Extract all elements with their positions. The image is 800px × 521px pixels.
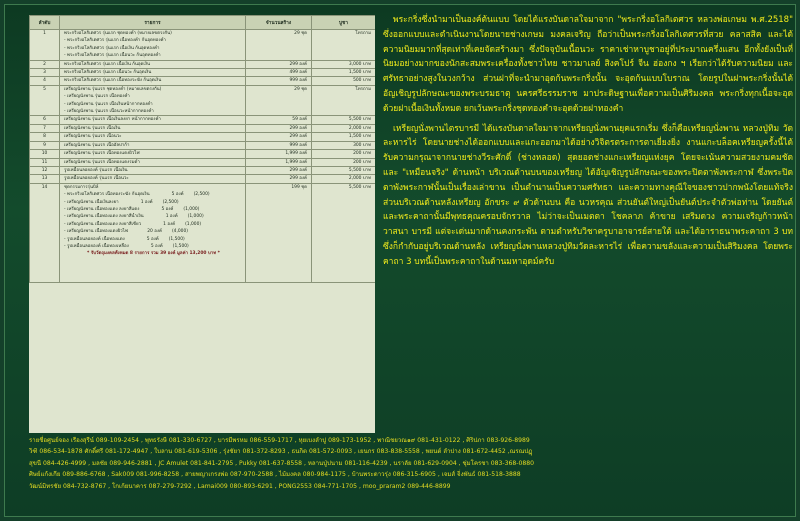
cell-item bbox=[60, 69, 246, 77]
cell-price: โทรถาม bbox=[312, 85, 376, 116]
cell-price: 500 บาท bbox=[312, 77, 376, 85]
cell-qty: 999 องค์ bbox=[246, 141, 312, 149]
cell-qty: 299 องค์ bbox=[246, 133, 312, 141]
cell-price: 2,000 บาท bbox=[312, 124, 376, 132]
cell-no: 9 bbox=[30, 141, 60, 149]
set-item-qty: 5 องค์ bbox=[150, 243, 163, 249]
item-line: - เหรียญนั่งพาน รุ่นแรก เนื้อทองคำ bbox=[64, 94, 130, 100]
table-row bbox=[30, 133, 376, 141]
table-row bbox=[30, 158, 376, 166]
item-line: เหรียญนั่งพาน รุ่นแรก เนื้อทองแดงผิวไฟ bbox=[64, 151, 140, 157]
table-row bbox=[30, 150, 376, 158]
article bbox=[383, 13, 793, 433]
set-item-qty: 1 องค์ bbox=[163, 221, 176, 227]
set-item-price: (1,500) bbox=[168, 236, 185, 242]
set-item-label: - รูปเหมือนลอยองค์ เนื้อทองเหลือง bbox=[64, 243, 129, 249]
cell-price: 1,500 บาท bbox=[312, 133, 376, 141]
cell-no: 6 bbox=[30, 116, 60, 124]
item-line: เหรียญนั่งพาน รุ่นแรก เนื้อเงินลงยา หน้ากากทองคำ bbox=[64, 117, 161, 123]
contact-line-1: รายชื่อศูนย์จอง เรืองสุรีน์ 089-109-2454 , พุทธรังษี 081-330-6727 , บารมีพรหม 086-559-1717 , หุยเบงลำปู 089-173-1952 , พาณิชยวณ๑๙ 081-431-0122 , ศิริปภา 083-926-8989 bbox=[29, 437, 530, 444]
item-line: รูปเหมือนลอยองค์ รุ่นแรก เนื้อนวะ bbox=[64, 176, 129, 182]
page-frame bbox=[4, 4, 796, 517]
cell-price: 3,000 บาท bbox=[312, 60, 376, 68]
table-row bbox=[30, 85, 376, 116]
table-row bbox=[30, 183, 376, 282]
table-row bbox=[30, 166, 376, 174]
set-item-qty: 1 องค์ bbox=[165, 214, 178, 220]
set-item-price: (1,000) bbox=[185, 221, 202, 227]
cell-no: 12 bbox=[30, 166, 60, 174]
set-item-label: - เหรียญนั่งพาน เนื้อทองแดง ลงยาสีน้ำเงิน bbox=[64, 214, 144, 220]
cell-item bbox=[60, 183, 246, 282]
set-item-qty: 5 องค์ bbox=[171, 192, 184, 198]
contact-line-3: สุขนี 084-426-4999 , มลชัย 089-946-2881 , JC Amulet 081-841-2795 , Pukky 081-637-8558 , หลานปู่ปนาม 081-116-4239 , นราลัย 081-629-0904 , ชุ่มโครชา 083-368-0880 bbox=[29, 459, 534, 467]
cell-qty: 29 ชุด bbox=[246, 30, 312, 61]
set-item-line bbox=[62, 213, 243, 220]
item-line: - เหรียญนั่งพาน รุ่นแรก เนื้อเงินหน้ากากทองคำ bbox=[64, 101, 153, 107]
cell-no: 7 bbox=[30, 124, 60, 132]
set-item-label: - เหรียญนั่งพาน เนื้อทองแดง ลงยาสีแดง bbox=[64, 206, 140, 212]
cell-qty: 299 องค์ bbox=[246, 60, 312, 68]
amulet-table bbox=[29, 15, 375, 283]
price-table bbox=[29, 15, 375, 433]
cell-price: 200 บาท bbox=[312, 158, 376, 166]
article-paragraph-2: เหรียญนั่งพานไตรบารมี ได้แรงบันดาลใจมาจากเหรียญนั่งพานยุคแรกเริ่ม ซึ่งก็คือเหรียญนั่งพาน หลวงปู่ทิม วัดละหารไร่ โดยนายช่างได้ออกแบบและแกะออกมาได้อย่างวิจิตรตระการตาเยี่ยงยิ่ง งานแกะบล็อคเหรียญครั้งนี้ได้รับความกรุณาจากนายช่างวีระศักดิ์ (ช่างหลอด) สุดยอดช่างแกะเหรียญแห่งยุค โดยจะเน้นความสวยงามคมชัดและ "เหมือนจริง" ด้านหน้า บริเวณด้านบนของเหรียญ ได้อัญเชิญรูปลักษณะของพระปิดตาพังพระกาฬ ซึ่งพระปิดตาพังพระกาฬนั้นเป็นเรื่องเล่าขาน เป็นตำนานเป็นความศรัทธา และความทางคุณีใจของชาวปากพนังโดยแท้จริง ส่วนบริเวณด้านหลังเหรียญ อักขระ ๙ ตัวด้านบน คือ นวหรคุณ ส่วนยันต์ใหญ่เป็นยันต์ประจำตัวพ่อท่าน โดยยันต์และพระคาถานั้นมีพุทธคุณครอบจักรวาล ไม่ว่าจะเป็นเมตตา โชคลาภ ค้าขาย เสริมดวง ความเจริญก้าวหน้า วาสนา บารมี แต่จะเด่นมากด้านคงกระพัน ตามตำหรับวิชาครูบาอาจารย์สายใต้ และได้อาราธนาพระคาถา 3 บท ซึ่งก็กำกับอยู่บริเวณด้านหลัง เหรียญนั่งพานหลวงปู่ทิมวัดละหารไร่ เพื่อความขลังและความเป็นสิริมงคล โดยพระคาถา 3 บทนี้เป็นพระคาถาในด้านมหาอุดม์ครับ bbox=[383, 123, 793, 267]
set-item-label: - พระกริ่งอโลกิเตศวร เนื้อทองระฆัง ก้นอุดเงิน bbox=[64, 192, 150, 198]
item-line: พระกริ่งอโลกิเตศวร รุ่นแรก เนื้อทองระฆัง ก้นอุดเงิน bbox=[64, 78, 162, 84]
cell-item bbox=[60, 85, 246, 116]
table-row bbox=[30, 77, 376, 85]
set-item-price: (1,000) bbox=[187, 214, 204, 220]
table-row bbox=[30, 175, 376, 183]
cell-no: 5 bbox=[30, 85, 60, 116]
set-item-qty: 1 องค์ bbox=[140, 199, 153, 205]
cell-price: 5,500 บาท bbox=[312, 183, 376, 282]
set-item-line bbox=[62, 243, 243, 250]
contact-line-4: ศิษย์แก้งเกีย 089-886-6768 , Sak009 081-996-8258 , สายพญาเกรงพ่อ 087-970-2588 , ไม้มงคล 080-984-1175 , บ้านพระดาวรุ่ง 086-315-6905 , เจมส์ จิ่งพันธ์ 081-518-3888 bbox=[29, 471, 521, 479]
cell-qty: 59 องค์ bbox=[246, 116, 312, 124]
set-item-line bbox=[62, 228, 243, 235]
cell-qty: 999 องค์ bbox=[246, 77, 312, 85]
table-row bbox=[30, 116, 376, 124]
cell-qty: 1,999 องค์ bbox=[246, 150, 312, 158]
cell-no: 14 bbox=[30, 183, 60, 282]
cell-item bbox=[60, 124, 246, 132]
set-item-price: (1,000) bbox=[183, 206, 200, 212]
cell-item bbox=[60, 77, 246, 85]
cell-price: 300 บาท bbox=[312, 141, 376, 149]
item-line: พระกริ่งอโลกิเตศวร รุ่นแรก เนื้อนวะ ก้นอุดเงิน bbox=[64, 70, 152, 76]
item-line: - พระกริ่งอโลกิเตศวร รุ่นแรก เนื้อทองคำ ก้นอุดทองคำ bbox=[64, 38, 166, 44]
cell-no: 13 bbox=[30, 175, 60, 183]
item-line: - พระกริ่งอโลกิเตศวร รุ่นแรก เนื้อนวะ ก้นอุดทองคำ bbox=[64, 53, 161, 59]
cell-no: 2 bbox=[30, 60, 60, 68]
contact-list bbox=[29, 435, 791, 519]
set-item-price: (1,500) bbox=[172, 243, 189, 249]
cell-no: 11 bbox=[30, 158, 60, 166]
cell-item bbox=[60, 133, 246, 141]
item-line: พระกริ่งอโลกิเตศวร รุ่นแรก ชุดทองคำ (หมายเลขตรงกัน) bbox=[64, 31, 172, 36]
set-item-qty: 5 องค์ bbox=[161, 206, 174, 212]
cell-no: 8 bbox=[30, 133, 60, 141]
header-price: บูชา bbox=[312, 16, 376, 30]
set-item-line bbox=[62, 206, 243, 213]
set-item-label: - เหรียญนั่งพาน เนื้อเงินลงยา bbox=[64, 199, 119, 205]
item-line: - เหรียญนั่งพาน รุ่นแรก เนื้อนวะหน้ากากทองคำ bbox=[64, 109, 154, 115]
cell-item bbox=[60, 166, 246, 174]
cell-no: 1 bbox=[30, 30, 60, 61]
set-item-line bbox=[62, 191, 243, 198]
item-line: เหรียญนั่งพาน รุ่นแรก เนื้อเงิน bbox=[64, 125, 121, 131]
table-header-row bbox=[30, 16, 376, 30]
set-item-price: (4,000) bbox=[171, 229, 188, 235]
table-row bbox=[30, 69, 376, 77]
cell-price: 5,500 บาท bbox=[312, 166, 376, 174]
set-item-price: (2,500) bbox=[162, 199, 179, 205]
cell-item bbox=[60, 30, 246, 61]
set-item-qty: 5 องค์ bbox=[146, 236, 159, 242]
contact-line-5: วัฒน์มิทรชัย 084-732-8767 , โกเก้ยนาคาร 087-279-7292 , Lamai009 080-893-6291 , PONG2553 084-771-1705 , moo_praram2 089-446-8899 bbox=[29, 482, 451, 490]
cell-qty: 299 องค์ bbox=[246, 166, 312, 174]
item-line: เหรียญนั่งพาน รุ่นแรก ชุดทองคำ (หมายเลขตรงกัน) bbox=[64, 86, 162, 92]
item-line: เหรียญนั่งพาน รุ่นแรก เนื้อทองแดงรมดำ bbox=[64, 159, 140, 165]
article-paragraph-1: พระกริ่งซึ่งนำมาเป็นองค์ต้นแบบ โดยได้แรงบันดาลใจมาจาก "พระกริ่งอโลกิเตศวร หลวงพ่อเกษม พ.ศ.2518" ซึ่งออกแบบและดำเนินงานโดยนายช่างเกษม มงคลเจริญ ถือว่าเป็นพระกริ่งอโลกิเตศวรที่สวย คลาสสิค และได้ความนิยมมากที่สุดเท่าที่เคยจัดสร้างมา ซึ่งปัจจุบันเนื้อนวะ ราคาเช่าหาบูชาอยู่ที่ประมาณครึ่งแสน อีกทั้งยังเป็นที่นิยมอย่างมากของนักสะสมพระเครื่องทั้งชาวไทย ชาวมาเลย์ สิงคโปร์ จีน ฮ่องกง ฯ เรียกว่าได้รับความนิยม และศรัทธาอย่างสูงในวงกว้าง ส่วนฝาที่จะนำมาอุดก้นพระกริ่งนั้น จะอุดก้นแบบโบราณ โดยรูปในฝาพระกริ่งนั้นได้อัญเชิญรูปลักษณะของพระบรมธาตุ นครศรีธรรมราช มาประดิษฐานเพื่อความเป็นศิริมงคล พระกริ่งทุกเนื้อจะอุดด้วยฝาเนื้อเงินทั้งหมด ยกเว้นพระกริ่งชุดทองคำจะอุดด้วยฝาทองคำ bbox=[383, 15, 793, 114]
cell-no: 3 bbox=[30, 69, 60, 77]
set-item-price: (2,500) bbox=[193, 192, 210, 198]
cell-price: 5,500 บาท bbox=[312, 116, 376, 124]
item-line: เหรียญนั่งพาน รุ่นแรก เนื้ออัลปาก้า bbox=[64, 142, 130, 148]
item-line: พระกริ่งอโลกิเตศวร รุ่นแรก เนื้อเงิน ก้นอุดเงิน bbox=[64, 61, 151, 67]
cell-price: 200 บาท bbox=[312, 150, 376, 158]
item-line: รูปเหมือนลอยองค์ รุ่นแรก เนื้อเงิน bbox=[64, 167, 128, 173]
set-item-line bbox=[62, 199, 243, 206]
cell-no: 4 bbox=[30, 77, 60, 85]
cell-item bbox=[60, 175, 246, 183]
item-line: - พระกริ่งอโลกิเตศวร รุ่นแรก เนื้อเงิน ก้นอุดทองคำ bbox=[64, 45, 160, 51]
set-item-label: - รูปเหมือนลอยองค์ เนื้อทองแดง bbox=[64, 236, 125, 242]
cell-item bbox=[60, 141, 246, 149]
cell-qty: 299 องค์ bbox=[246, 175, 312, 183]
header-item: รายการ bbox=[60, 16, 246, 30]
set-item-label: - เหรียญนั่งพาน เนื้อทองแดง ลงยาสีเขียว bbox=[64, 221, 142, 227]
set-item-label: - เหรียญนั่งพาน เนื้อทองแดงผิวไฟ bbox=[64, 229, 128, 235]
set-item-line bbox=[62, 221, 243, 228]
table-row bbox=[30, 124, 376, 132]
cell-price: โทรถาม bbox=[312, 30, 376, 61]
header-qty: จำนวนสร้าง bbox=[246, 16, 312, 30]
table-row bbox=[30, 60, 376, 68]
set-item-qty: 20 องค์ bbox=[147, 229, 162, 235]
contact-line-2: วิฑิ 086-534-1878 ศักดิ์ศรี 081-172-4947 , ใบลาน 081-619-5306 , รุ่งชัยา 081-372-8293 , ธนกิต 081-572-0093 , เยนกร 083-838-5558 , พยนต์ ลำปาง 081-672-4452 ,ณรณปฏุ bbox=[29, 448, 533, 456]
table-body bbox=[30, 30, 376, 283]
cell-qty: 499 องค์ bbox=[246, 69, 312, 77]
cell-price: 2,000 บาท bbox=[312, 175, 376, 183]
cell-no: 10 bbox=[30, 150, 60, 158]
table-row bbox=[30, 30, 376, 61]
cell-item bbox=[60, 150, 246, 158]
table-footnote: * รับวัตถุมงคลทั้งหมด 8 รายการ รวม 39 องค์ มูลค่า 13,200 บาท * bbox=[87, 251, 220, 257]
table-row bbox=[30, 141, 376, 149]
cell-qty: 1,999 องค์ bbox=[246, 158, 312, 166]
cell-qty: 199 ชุด bbox=[246, 183, 312, 282]
cell-price: 1,500 บาท bbox=[312, 69, 376, 77]
item-line: เหรียญนั่งพาน รุ่นแรก เนื้อนวะ bbox=[64, 134, 122, 140]
header-no: ลำดับ bbox=[30, 16, 60, 30]
cell-item bbox=[60, 60, 246, 68]
item-line: ชุดกรรมการรุ่นบิล์ bbox=[64, 184, 99, 190]
cell-item bbox=[60, 158, 246, 166]
cell-qty: 29 ชุด bbox=[246, 85, 312, 116]
cell-qty: 299 องค์ bbox=[246, 124, 312, 132]
cell-item bbox=[60, 116, 246, 124]
set-item-line bbox=[62, 236, 243, 243]
